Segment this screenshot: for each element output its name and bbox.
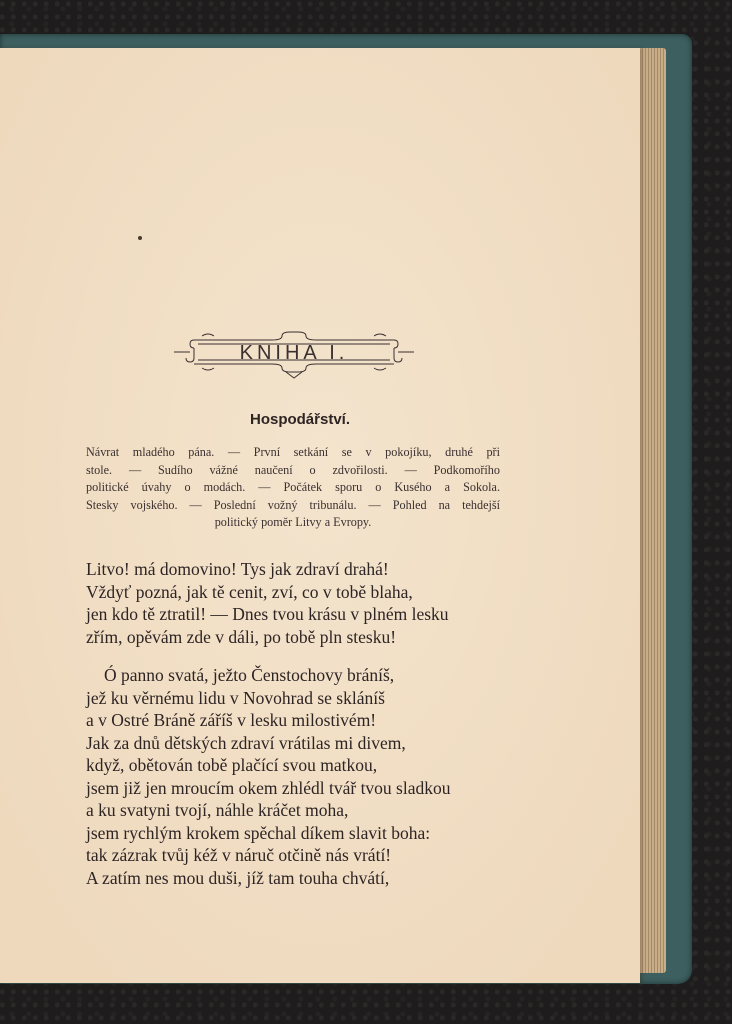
chapter-synopsis — [86, 444, 500, 532]
verse-line: Litvo! má domovino! Tys jak zdraví drahá! — [86, 559, 389, 579]
synopsis-line: politické úvahy o modách. — Počátek sporu o Kusého a Sokola. — [86, 480, 500, 494]
verse-line: Jak za dnů dětských zdraví vrátilas mi divem, — [86, 732, 406, 753]
synopsis-line: politický poměr Litvy a Evropy. — [214, 515, 372, 529]
synopsis-line: Stesky vojského. — Poslední vožný tribunálu. — Pohled na tehdejší — [86, 497, 500, 512]
page-edges — [636, 48, 666, 973]
verse-line: a ku svatyni tvojí, náhle kráčet moha, — [86, 800, 349, 820]
verse-line: jež ku věrnému lidu v Novohrad se skláníš — [86, 687, 385, 708]
verse-line: A zatím nes mou duši, jíž tam touha chvátí, — [86, 867, 390, 888]
stanza-1 — [86, 558, 504, 648]
synopsis-line: Návrat mladého pána. — První setkání se v pokojíku, druhé při — [86, 445, 500, 459]
stanza-2 — [86, 664, 504, 889]
ink-spot — [138, 236, 142, 240]
verse-line: tak zázrak tvůj kéž v náruč otčině nás vrátí! — [86, 845, 392, 865]
book-heading-ornament — [172, 330, 416, 380]
book-heading: KNIHA I. — [239, 342, 349, 364]
verse-line: Vždyť pozná, jak tě cenit, zví, co v tobě blaha, — [86, 581, 413, 602]
verse-line: a v Ostré Bráně záříš v lesku milostivém! — [86, 710, 377, 730]
verse-line: jsem již jen mroucím okem zhlédl tvář tvou sladkou — [86, 777, 451, 798]
verse-line: jen kdo tě ztratil! — Dnes tvou krásu v plném lesku — [86, 604, 449, 624]
verse-line: když, obětován tobě plačící svou matkou, — [86, 755, 378, 775]
book-page — [0, 48, 640, 983]
verse-line: Ó panno svatá, ježto Čenstochovy bráníš, — [104, 665, 395, 685]
chapter-title: Hospodářství. — [249, 411, 351, 428]
synopsis-line: stole. — Sudího vážné naučení o zdvořilosti. — Podkomořího — [86, 462, 500, 477]
verse-line: zřím, opěvám zde v dáli, po tobě pln stesku! — [86, 626, 397, 647]
verse-line: jsem rychlým krokem spěchal díkem slavit boha: — [86, 822, 431, 843]
